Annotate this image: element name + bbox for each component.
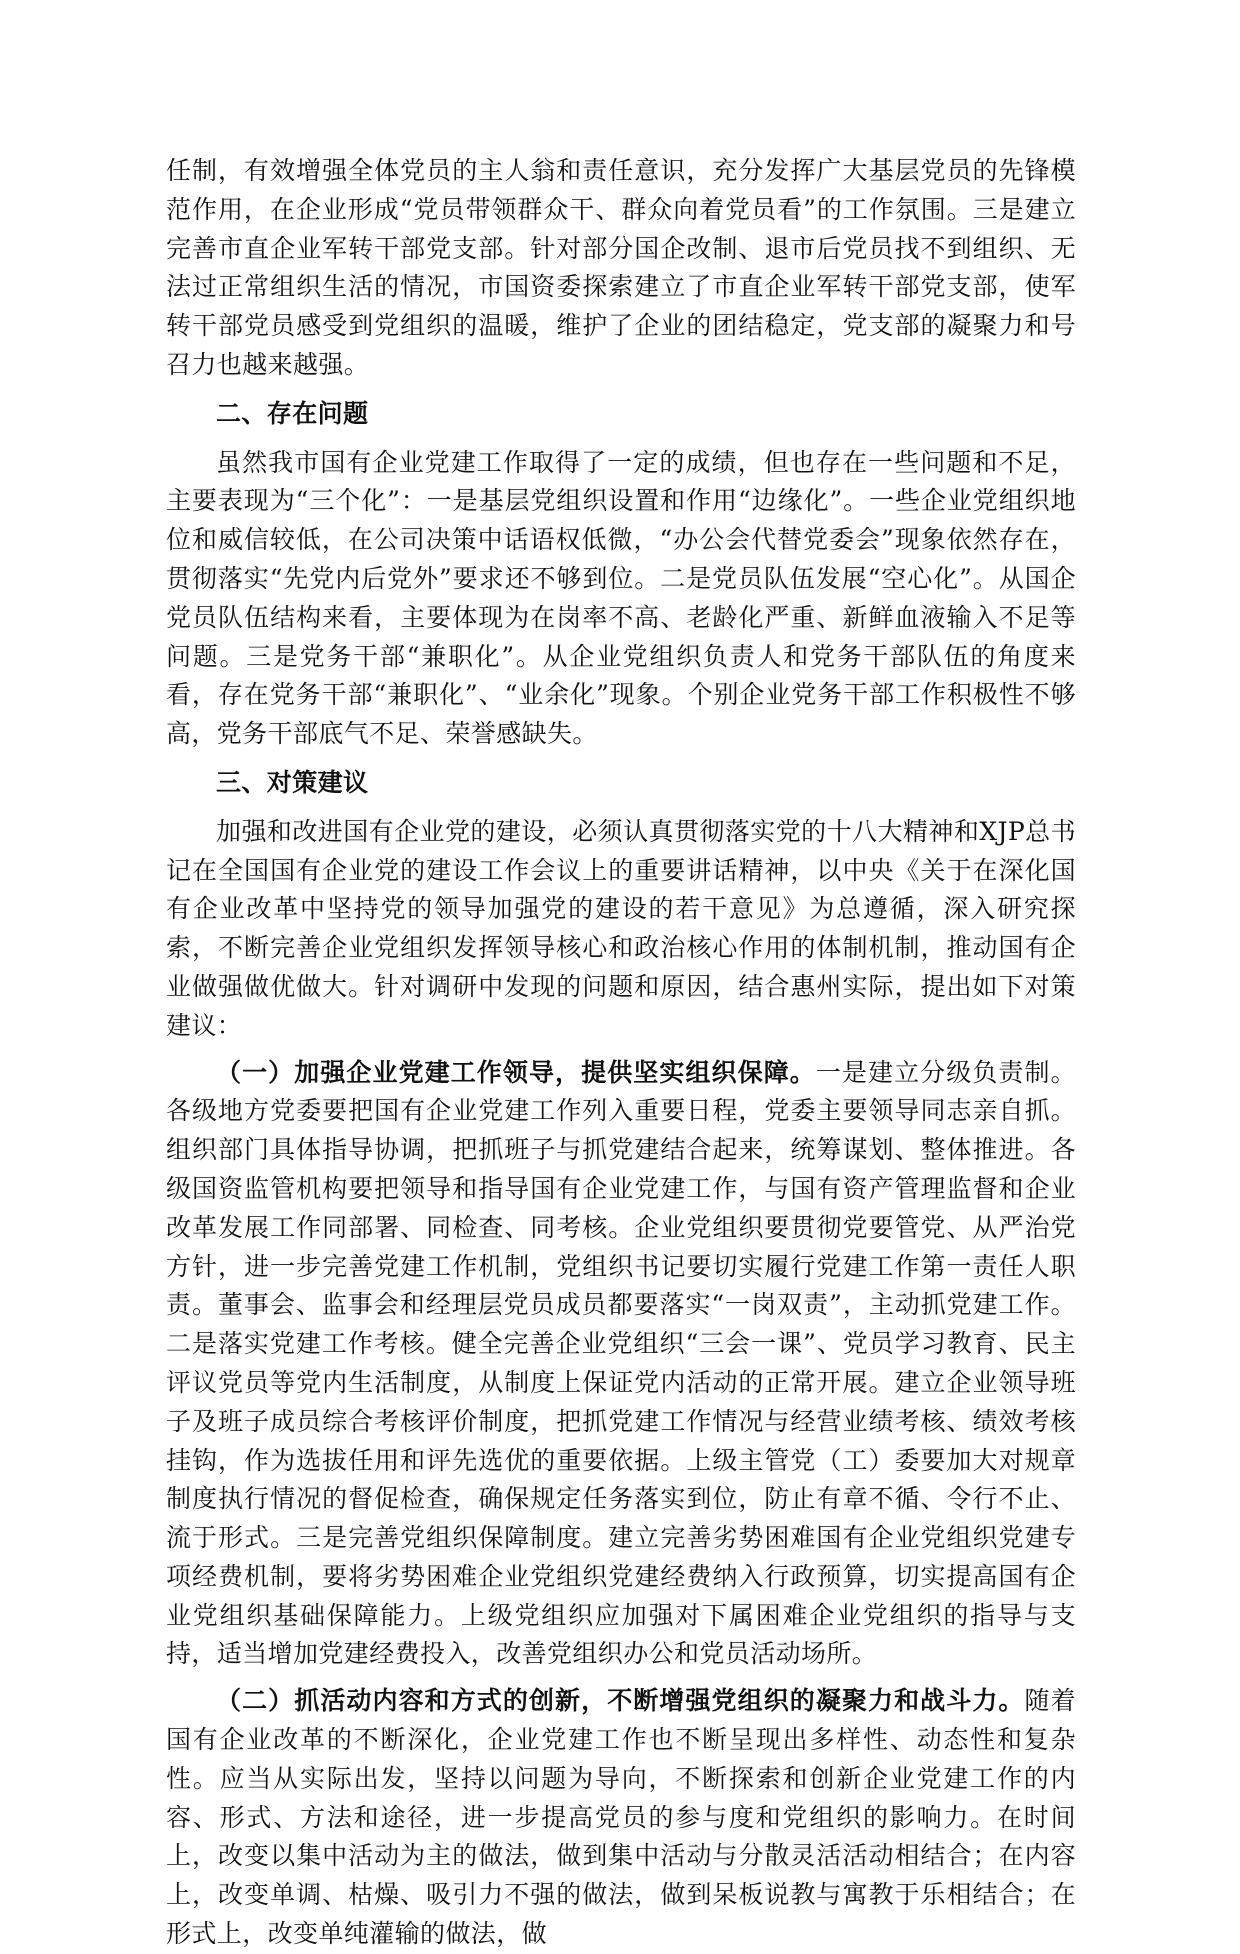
section-heading-suggestions: 三、对策建议	[216, 767, 369, 797]
paragraph-problems: 虽然我市国有企业党建工作取得了一定的成绩，但也存在一些问题和不足，主要表现为“三个化”：一是基层党组织设置和作用“边缘化”。一些企业党组织地位和威信较低，在公司决策中话语权低微，“办公会代替党委会”现象依然存在，贯彻落实“先党内后党外”要求还不够到位。二是党员队伍发展“空心化”。从国企党员队伍结构来看，主要体现为在岗率不高、老龄化严重、新鲜血液输入不足等问题。三是党务干部“兼职化”。从企业党组织负责人和党务干部队伍的角度来看，存在党务干部“兼职化”、“业余化”现象。个别企业党务干部工作积极性不够高，党务干部底气不足、荣誉感缺失。	[166, 447, 1076, 749]
paragraph-suggestions-intro: 加强和改进国有企业党的建设，必须认真贯彻落实党的十八大精神和XJP总书记在全国国有企业党的建设工作会议上的重要讲话精神，以中央《关于在深化国有企业改革中坚持党的领导加强党的建设的若干意见》为总遵循，深入研究探索，不断完善企业党组织发挥领导核心和政治核心作用的体制机制，推动国有企业做强做优做大。针对调研中发现的问题和原因，结合惠州实际，提出如下对策建议：	[166, 816, 1076, 1040]
paragraph-suggestion-2	[166, 1682, 1076, 1954]
suggestion-1-title: （一）加强企业党建工作领导，提供坚实组织保障。	[216, 1057, 816, 1087]
section-heading-problems: 二、存在问题	[216, 398, 369, 428]
paragraph-continued: 任制，有效增强全体党员的主人翁和责任意识，充分发挥广大基层党员的先锋模范作用，在企业形成“党员带领群众干、群众向着党员看”的工作氛围。三是建立完善市直企业军转干部党支部。针对部分国企改制、退市后党员找不到组织、无法过正常组织生活的情况，市国资委探索建立了市直企业军转干部党支部，使军转干部党员感受到党组织的温暖，维护了企业的团结稳定，党支部的凝聚力和号召力也越来越强。	[166, 156, 1076, 379]
document-page	[166, 152, 1076, 1954]
paragraph-suggestion-1	[166, 1054, 1076, 1675]
suggestion-2-body: 随着国有企业改革的不断深化，企业党建工作也不断呈现出多样性、动态性和复杂性。应当从实际出发，坚持以问题为导向，不断探索和创新企业党建工作的内容、形式、方法和途径，进一步提高党员的参与度和党组织的影响力。在时间上，改变以集中活动为主的做法，做到集中活动与分散灵活活动相结合；在内容上，改变单调、枯燥、吸引力不强的做法，做到呆板说教与寓教于乐相结合；在形式上，改变单纯灌输的做法，做	[166, 1686, 1076, 1949]
suggestion-1-body: 一是建立分级负责制。各级地方党委要把国有企业党建工作列入重要日程，党委主要领导同志亲自抓。组织部门具体指导协调，把抓班子与抓党建结合起来，统筹谋划、整体推进。各级国资监管机构要把领导和指导国有企业党建工作，与国有资产管理监督和企业改革发展工作同部署、同检查、同考核。企业党组织要贯彻党要管党、从严治党方针，进一步完善党建工作机制，党组织书记要切实履行党建工作第一责任人职责。董事会、监事会和经理层党员成员都要落实“一岗双责”，主动抓党建工作。二是落实党建工作考核。健全完善企业党组织“三会一课”、党员学习教育、民主评议党员等党内生活制度，从制度上保证党内活动的正常开展。建立企业领导班子及班子成员综合考核评价制度，把抓党建工作情况与经营业绩考核、绩效考核挂钩，作为选拔任用和评先选优的重要依据。上级主管党（工）委要加大对规章制度执行情况的督促检查，确保规定任务落实到位，防止有章不循、令行不止、流于形式。三是完善党组织保障制度。建立完善劣势困难国有企业党组织党建专项经费机制，要将劣势困难企业党组织党建经费纳入行政预算，切实提高国有企业党组织基础保障能力。上级党组织应加强对下属困难企业党组织的指导与支持，适当增加党建经费投入，改善党组织办公和党员活动场所。	[166, 1057, 1076, 1669]
suggestion-2-title: （二）抓活动内容和方式的创新，不断增强党组织的凝聚力和战斗力。	[216, 1686, 1025, 1716]
